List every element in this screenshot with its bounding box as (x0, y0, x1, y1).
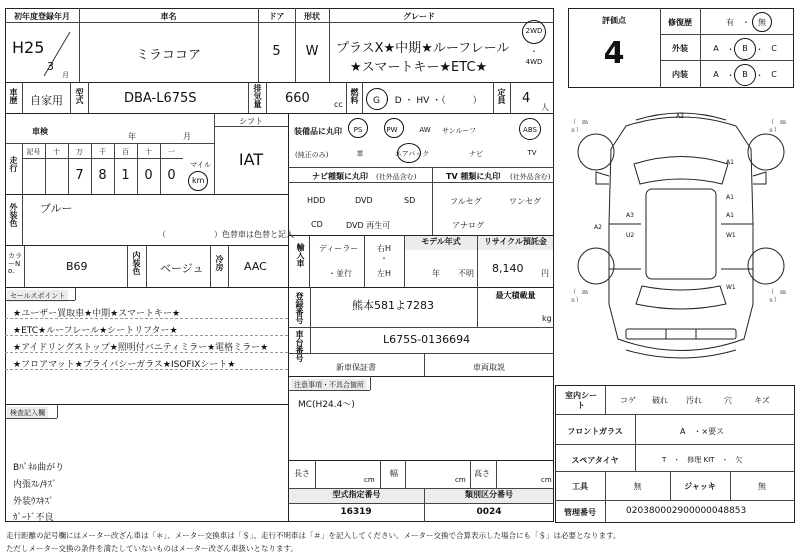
import-label: 輸入車 (296, 243, 305, 267)
nav-cd: CD (311, 220, 323, 229)
damage-a1-right2: A1 (726, 194, 734, 201)
svg-text:（ ｍ: （ ｍ (768, 119, 787, 126)
length-unit: cm (364, 476, 375, 484)
equipment-item2-1: エアバック (394, 150, 430, 158)
svg-text:（ ｍ: （ ｍ (570, 119, 589, 126)
nav-sd: SD (404, 196, 416, 205)
equipment-label: 装備品に丸印 (294, 127, 342, 136)
mileage-col-head: 十 (145, 148, 152, 156)
max-load-label: 最大積載量 (495, 291, 536, 300)
repaint-note: （ ）色替車は色替と記入 (158, 230, 294, 239)
grade-interior-B: B (742, 70, 748, 79)
seat-option-3: 穴 (724, 396, 732, 405)
right-hand: 右H (377, 244, 392, 253)
equipment-item2-3: TV (527, 149, 537, 157)
chassis-value: L675S-0136694 (383, 333, 471, 346)
grade-exterior-A: A (713, 44, 719, 53)
equipment-item-3: サンルーフ (441, 127, 477, 135)
model-value: DBA-L675S (124, 91, 197, 106)
inspector-note-1: Bﾊﾟﾈﾙ曲がり (13, 463, 65, 473)
vehicle-manual: 車両取説 (473, 363, 505, 372)
fuel-options: G ・ D ・ HV ・（ ） (373, 96, 482, 106)
spare-label: スペアタイヤ (571, 456, 619, 465)
reg-value: 熊本581よ7283 (352, 299, 434, 312)
jack-label: ジャッキ (684, 482, 716, 491)
mileage-col-head: 十 (53, 148, 60, 156)
dot: ・ (755, 45, 764, 54)
dot: ・ (755, 71, 764, 80)
displacement-label: 排気量 (253, 84, 262, 108)
color-label: 外装色 (9, 203, 18, 227)
height-unit: cm (541, 476, 552, 484)
max-load-unit: kg (542, 314, 552, 323)
sales-point-4: ★フロアマット★プライバシーガラス★ISOFIXシート★ (13, 360, 236, 370)
ac-value: AAC (244, 260, 267, 273)
grade-interior-A: A (713, 70, 719, 79)
nav-sub: (社外品含む) (376, 173, 417, 181)
equipment-item-4: ABS (523, 126, 537, 134)
type-cert-value: 16319 (340, 507, 372, 517)
damage-a1-right: A1 (726, 159, 734, 166)
width-unit: cm (455, 476, 466, 484)
mileage-digit: 0 (144, 168, 153, 183)
door-label: ドア (268, 12, 285, 21)
equipment-item-1: PW (386, 126, 398, 134)
first-reg-year: H25 (12, 38, 45, 57)
class-value: 0024 (476, 507, 502, 517)
nav-label: ナビ種類に丸印 (312, 172, 368, 181)
recycle-unit: 円 (541, 269, 549, 278)
drive-2wd: 2WD (525, 27, 543, 35)
damage-a2-left: A2 (594, 224, 602, 231)
damage-a2-front: A2 (676, 113, 684, 120)
usage-label: 車歴 (9, 88, 18, 104)
seat-option-4: キズ (754, 396, 770, 405)
door-value: 5 (272, 44, 281, 59)
model-label: 型式 (75, 88, 84, 104)
equipment-sublabel: (純正のみ) (295, 151, 329, 159)
model-year-unknown: 不明 (458, 269, 474, 278)
tv-oneseg: ワンセグ (509, 197, 541, 206)
damage-w1-rear: W1 (726, 284, 736, 291)
mileage-digit: 8 (98, 168, 107, 183)
damage-a3: A3 (626, 212, 634, 219)
type-cert-label: 型式指定番号 (289, 489, 424, 503)
reg-label: 登録番号 (295, 292, 304, 324)
tv-label: TV 種類に丸印 (446, 172, 501, 181)
dot: ・ (726, 71, 735, 80)
repair-options: 有 ・ 無 (726, 18, 766, 27)
inspection-month: 月 (183, 132, 191, 141)
damage-w1: W1 (726, 232, 736, 239)
nav-dvd-play: DVD 再生可 (346, 221, 391, 230)
displacement-value: 660 (285, 91, 310, 106)
tv-sub: (社外品含む) (510, 173, 551, 181)
damage-u2: U2 (626, 232, 635, 239)
interior-label: 内装 (672, 70, 688, 79)
selected-grade-circle (734, 64, 756, 86)
seat-label: 室内シート (565, 391, 597, 411)
equipment-item2-2: ナビ (469, 150, 483, 158)
repair-label: 修復歴 (668, 18, 692, 27)
nav-dvd: DVD (355, 196, 373, 205)
import-dealer: ディーラー (319, 244, 359, 253)
sales-point-2: ★ETC★ルーフレール★シートリフター★ (13, 326, 178, 336)
class-label: 類別区分番号 (425, 489, 553, 503)
height-label: 高さ (474, 469, 490, 478)
mileage-col-head: 記号 (26, 148, 41, 156)
shift-value: IAT (238, 150, 264, 169)
model-year-year: 年 (432, 269, 440, 278)
equipment-circle (519, 118, 541, 140)
dot: ・ (726, 45, 735, 54)
shape-label: 形状 (304, 12, 320, 21)
seat-option-1: 破れ (652, 396, 668, 405)
recycle-value: 8,140 (492, 262, 524, 275)
grade-exterior-B: B (742, 44, 748, 53)
first-reg-month-unit: 月 (62, 71, 69, 79)
selected-grade-circle (734, 38, 756, 60)
equipment-item-0: PS (353, 126, 363, 134)
inspector-note-3: 外装ｳｽｷｽﾞ (13, 497, 54, 507)
damage-a1-door: A1 (726, 212, 734, 219)
grade-label: グレード (403, 12, 435, 21)
capacity-label: 定員 (497, 88, 506, 104)
mgmt-value: 020380002900000048853 (626, 506, 747, 516)
notes-value: MC(H24.4〜) (298, 400, 355, 410)
equipment-item-2: AW (419, 126, 431, 134)
capacity-value: 4 (522, 91, 531, 106)
airbag-circle (397, 143, 421, 163)
svg-text:ｓ）: ｓ） (570, 297, 583, 304)
interior-color-value: ベージュ (160, 262, 204, 275)
displacement-unit: cc (334, 100, 343, 109)
equipment-circle (384, 118, 404, 138)
color-value: ブルー (40, 202, 73, 215)
score-value: 4 (603, 36, 625, 71)
chassis-label: 車台番号 (295, 330, 304, 362)
svg-text:ｓ）: ｓ） (768, 297, 781, 304)
notes-label: 注意事項・不具合箇所 (291, 379, 367, 391)
mileage-col-head: 千 (99, 148, 106, 156)
shift-label: シフト (239, 117, 263, 126)
glass-label: フロントガラス (567, 427, 623, 436)
equipment-item2-0: 革 (356, 150, 364, 158)
seat-option-0: コゲ (620, 396, 636, 405)
fuel-label: 燃料 (350, 88, 359, 104)
svg-text:ｓ）: ｓ） (570, 127, 583, 134)
tool-label: 工具 (572, 482, 588, 491)
car-diagram (566, 104, 796, 378)
shape-value: W (305, 44, 319, 59)
inspection-label: 車検 (32, 127, 48, 136)
score-label: 評価点 (602, 16, 626, 25)
inspector-note-4: ｶﾞｰﾄﾞ不良 (13, 513, 54, 523)
mileage-col-head: 万 (76, 148, 83, 156)
tv-fullseg: フルセグ (450, 197, 482, 206)
new-car-cert: 新車保証書 (336, 363, 376, 372)
glass-options: A ・×要ス (680, 427, 725, 436)
repair-none-circle (752, 12, 772, 32)
model-year-label: モデル年式 (405, 236, 477, 250)
mileage-digit: 0 (167, 168, 176, 183)
capacity-unit: 人 (541, 103, 549, 112)
ac-label: 冷房 (215, 255, 224, 271)
svg-text:（ ｍ: （ ｍ (768, 289, 787, 296)
mileage-unit-mile: マイル (190, 161, 211, 169)
first-reg-label: 初年度登録年月 (14, 12, 70, 21)
first-reg-month: 3 (47, 60, 54, 73)
svg-text:ｓ）: ｓ） (768, 127, 781, 134)
mileage-digit: 1 (121, 168, 130, 183)
car-name-label: 車名 (160, 12, 177, 21)
mileage-col-head: 一 (168, 148, 175, 156)
tool-value: 無 (633, 482, 642, 491)
footer-line1: 走行距離の記号欄にはメーター改ざん車は「＊」、メーター交換車は「＄」、走行不明車は「＃」を記入してください。メーター交換で合算表示した場合にも「＄」は必要となります。 (6, 531, 621, 540)
sales-points-label: セールスポイント (7, 290, 68, 302)
grade-exterior-C: C (771, 44, 777, 53)
spare-options: T ・ 修理 KIT ・ 欠 (662, 456, 743, 464)
sales-point-1: ★ユーザー買取車★中期★スマートキー★ (13, 309, 181, 319)
usage-value: 自家用 (30, 94, 63, 107)
jack-value: 無 (758, 482, 766, 491)
mileage-digit: 7 (75, 168, 84, 183)
equipment-circle (348, 118, 368, 138)
grade-interior-C: C (771, 70, 777, 79)
mileage-col-head: 百 (122, 148, 129, 156)
exterior-label: 外装 (672, 44, 688, 53)
mileage-unit-km: km (192, 176, 205, 185)
color-no-value: B69 (66, 260, 88, 273)
drive-4wd: 4WD (525, 58, 543, 66)
tv-analog: アナログ (452, 221, 484, 230)
width-label: 幅 (390, 469, 398, 478)
color-no-label: カラーNo. (8, 252, 22, 276)
grade-line2: ★スマートキー★ETC★ (350, 60, 488, 75)
grade-line1: プラスX★中期★ルーフレール (336, 41, 510, 56)
interior-color-label: 内装色 (132, 251, 141, 275)
recycle-label: リサイクル預託金 (478, 236, 553, 250)
footer-line2: ただしメーター交換の条件を満たしていないものはメーター改ざん車扱いとなります。 (6, 544, 298, 553)
seat-option-2: 汚れ (686, 396, 702, 405)
left-hand: 左H (377, 269, 392, 278)
mileage-label: 走行 (9, 156, 18, 172)
nav-hdd: HDD (307, 196, 326, 205)
sales-point-3: ★アイドリングストップ★照明付バニティミラー★電格ミラー★ (13, 343, 269, 353)
car-name: ミラココア (135, 48, 201, 63)
inspector-note-2: 内張ｽﾚ/ｷｽﾞ (13, 480, 57, 490)
length-label: 長さ (294, 469, 310, 478)
inspection-year: 年 (128, 132, 136, 141)
mgmt-label: 管理番号 (564, 508, 596, 517)
inspector-label: 検査記入欄 (7, 407, 48, 419)
import-parallel: ・並行 (328, 269, 352, 278)
svg-text:（ ｍ: （ ｍ (570, 289, 589, 296)
